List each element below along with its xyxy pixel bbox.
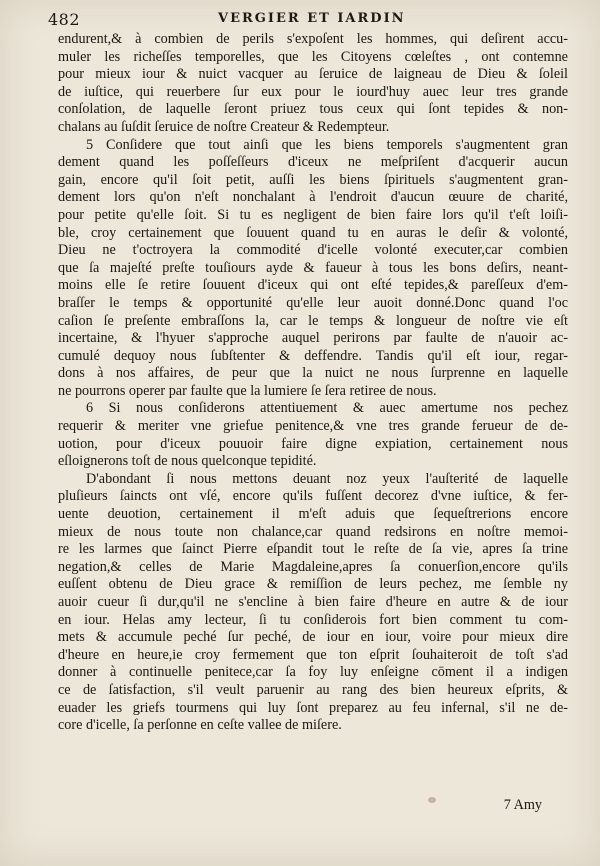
text-line: mets & accumule peché ſur peché, de iour en iour, voire pour mieux dire: [58, 629, 568, 646]
text-line: donner à continuelle penitece,car ſa foy luy enſeigne cōment il a indigen: [58, 664, 568, 681]
text-line: que ſa majeſté preſte touſiours ayde & faueur à tous les bons deſirs, neant-: [58, 259, 568, 276]
text-line: negation,& celles de Marie Magdaleine,apres ſa conuerſion,encore qu'ils: [58, 558, 568, 575]
text-line: caſion ſe preſente embraſſons la, car le temps & longueur de noſtre vie eſt: [58, 312, 568, 329]
text-line: auoir cueur ſi dur,qu'il ne s'encline à bien faire d'heure en autre & de iour: [58, 594, 568, 610]
text-line: pluſieurs ſaincts ont vſé, encore qu'ils fuſſent decorez d'vne iuſtice, & fer-: [58, 488, 568, 505]
text-line: ble, croy certainement que ſouuent quand tu en auras le deſir & volonté,: [58, 224, 568, 241]
running-title: VERGIER ET IARDIN: [218, 11, 406, 26]
text-line: de iuſtice, qui reuerbere ſur eux pour le iourd'huy auec leur tres grande: [58, 83, 568, 100]
text-line: 6 Si nous conſiderons attentiuement & auec amertume nos pechez: [86, 400, 568, 417]
text-line: ce de ſatisfaction, s'il veult paruenir au rang des bien heureux eſprits, &: [58, 681, 568, 698]
text-line: Dieu ne t'octroyera la commodité d'icelle volonté executer,car combien: [58, 242, 568, 259]
text-line: moins elle ſe retire ſouuent d'iceux qui ont eſté tepides,& pareſſeux d'em-: [58, 277, 568, 294]
text-line: cumulé dequoy nous ſubſtenter & deffendre. Tandis qu'il eſt iour, regar-: [58, 347, 568, 364]
text-line: dement lors qu'on n'eſt nonchalant à l'endroit d'aucun œuure de charité,: [58, 189, 568, 206]
text-line: d'heure en heure,ie croy fermement que ton eſprit ſouhaiteroit de toſt s'ad: [58, 646, 568, 663]
text-line: euſſent obtenu de Dieu grace & remiſſion de leurs pechez, me ſemble ny: [58, 576, 568, 593]
body-text: [58, 31, 568, 735]
text-line: uotion, pour d'iceux pouuoir faire digne expiation, certainement nous: [58, 435, 568, 452]
ink-stain: [428, 797, 436, 803]
text-line: endurent,& à combien de perils s'expoſent les hommes, qui deſirent accu-: [58, 31, 568, 47]
text-line: incertaine, & l'hyuer s'approche auquel perirons par faulte de n'auoir ac-: [58, 330, 568, 347]
text-line: mieux de nous toute non chalance,car quand redsirons en noſtre memoi-: [58, 523, 568, 540]
text-line: dement quand les poſſeſſeurs d'iceux ne meſpriſent d'acquerir aucun: [58, 154, 568, 171]
page-header: [48, 10, 568, 30]
text-line: dons à nos affaires, de peur que la nuict ne nous ſurprenne en laquelle: [58, 365, 568, 382]
text-line: euader les griefs tourmens qui luy ſont preparez au feu infernal, s'il ne de-: [58, 699, 568, 716]
text-line: en iour. Helas amy lecteur, ſi tu conſiderois fort bien comment tu com-: [58, 611, 568, 628]
catchword: 7 Amy: [503, 797, 542, 813]
text-line: chalans au ſuſdit ſeruice de noſtre Createur & Redempteur.: [58, 118, 390, 135]
text-line: D'abondant ſi nous mettons deuant noz yeux l'auſterité de laquelle: [86, 470, 568, 487]
page-number: 482: [48, 10, 81, 29]
text-line: braſſer le temps & opportunité qu'elle leur auoit donné.Donc quand l'oc: [58, 294, 568, 311]
text-line: requerir & meriter vne griefue penitence,& vne tres grande ferueur de de-: [58, 418, 568, 435]
text-line: pour mieux iour & nuict vacquer au ſeruice de laigneau de Dieu & ſoleil: [58, 66, 568, 83]
text-line: uente deuotion, certainement il m'eſt aduis que ſequeſtrerions encore: [58, 506, 568, 523]
text-line: muler les richeſſes temporelles, que les Citoyens cœleſtes , ont contemne: [58, 48, 568, 65]
text-line: 5 Conſidere que tout ainſi que les biens temporels s'augmentent gran: [86, 136, 568, 153]
text-line: core d'icelle, ſa perſonne en ceſte vallee de miſere.: [58, 717, 342, 734]
text-line: eſloignerons toſt de nous quelconque tepidité.: [58, 453, 317, 470]
text-line: gain, encore qu'il ſoit petit, auſſi les biens ſpirituels s'augmentent gran-: [58, 171, 568, 188]
text-line: re les larmes que ſainct Pierre eſpandit tout le reſte de ſa vie, apres ſa trine: [58, 541, 568, 558]
text-line: ne pourrons operer par faulte que la lumiere ſe ſera retiree de nous.: [58, 382, 437, 399]
text-line: conſolation, de laquelle ſeront priuez tous ceux qui ſont tepides & non-: [58, 101, 568, 118]
text-line: pour petite qu'elle ſoit. Si tu es negligent de bien faire lors qu'il t'eſt loiſi-: [58, 206, 568, 223]
